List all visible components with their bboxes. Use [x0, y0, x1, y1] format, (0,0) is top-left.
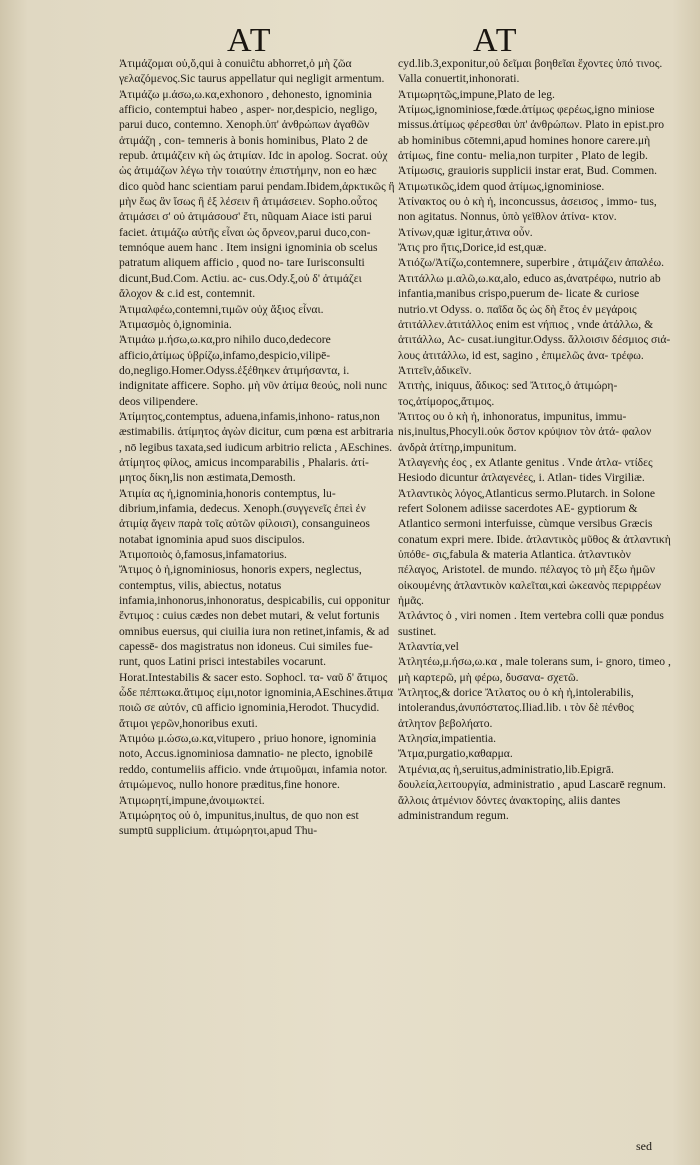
dictionary-entry: Ἀτιτὴς, iniquus, ἄδικος: sed Ἄτιτος,ὁ ἀτιμώρη- τος,ἀτίμορος,ἄτιμος.: [398, 379, 618, 408]
dictionary-entry: Ἀτίνακτος ου ὁ κὴ ἡ, inconcussus, ἀσεισος , immo- tus, non agitatus. Nonnus, ὑπὸ γεῖθλον ἀτίνα- κτον.: [398, 195, 657, 224]
dictionary-entry: Ἄτις pro ἥτις,Dorice,id est,quæ.: [398, 241, 547, 255]
dictionary-entry: Ἀτλαγενὴς έος , ex Atlante genitus . Vnde ἀτλα- ντίδες Hesiodo dicuntur ἀτλαγενέες, i. Atlan- tides Virgiliæ.: [398, 455, 653, 485]
dictionary-entry: Ἀτλαντικὸς λόγος,Atlanticus sermo.Plutarch. in Solone refert Solonem adiisse sacerdotes AE- gyptiorum & Atlantico sermoni interfuisse, cùmque versibus Græcis conatum expri mere. Ibide. ἀτλαντικὸς μῦθος & ἀτλαντικὴ ὑπόθε- σις,fabula & materia Atlantica. ἀτλαντικὸν πέλαγος, Aristotel. de mundo. πέλαγος τὸ μὴ ἔξω ἡμῶν οἰκουμένης ἀτλαντικὸν καλεῖται,καὶ ὠκεανὸς περιρρέων ἡμᾶς.: [398, 486, 671, 608]
dictionary-entry: Ἀτμένια,ας ἡ,seruitus,administratio,lib.Epigrā. δουλεία,λειτουργία, administratio , apud Lascarē regnum. ἄλλοις ἀτμένιον δόντες ἀνακτορίης, aliis dantes administrandum regum.: [398, 762, 666, 822]
dictionary-entry: Ἄτμα,purgatio,καθαρμα.: [398, 747, 513, 761]
dictionary-entry: Ἀτιμωρητῶς,impune,Plato de leg.: [398, 87, 555, 101]
dictionary-entry: Ἄτιμος ὁ ἡ,ignominiosus, honoris expers, neglectus, contemptus, vilis, abiectus, notatus infamia,inhonorus,inhonoratus, despicabilis, cui opponitur ἔντιμος : cuius cædes non debet mutari, & velut fortunis omnibus euersus, qui ciuilia iura non retinet,infamis, & ad capessē- dos magistratus non idoneus. Cui similes fue- runt, quos Latini prisci intestabiles vocarunt. Horat.Intestabilis & sacer esto. Sophocl. τα- ναῦ δ' ἄτιμος ὧδε πέπτωκα.ἄτιμος εἰμι,notor ignominia,AEschines.ἄτιμα ποιῶ σε αὐτόν, cū afficio ignominia,Herodot. Thucydid. ἄτιμοι γερῶν,honoribus exuti.: [119, 563, 393, 730]
dictionary-entry: Ἀτιμώρητος οὐ ὁ, impunitus,inultus, de quo non est sumptū supplicium. ἀτιμώρητοι,apud Thu-: [119, 808, 359, 838]
dictionary-entry: Ἀτλαντία,vel: [398, 640, 459, 654]
dictionary-entry: Ἀτιμάζομαι οὐ,ὅ,qui à conuiĉtu abhorret,ὁ μὴ ζῶα γελαζόμενος.Sic taurus appellatur qui negligit armentum.: [119, 57, 385, 86]
dictionary-entry: Ἀτιμασμὸς ὁ,ignominia.: [119, 317, 232, 331]
dictionary-entry: cyd.lib.3,exponitur,οὐ δεῖμαι βοηθεῖαι ἔχοντες ὑπό τινος. Valla conuertit,inhonorati.: [398, 57, 663, 86]
dictionary-entry: Ἀτλησία,impatientia.: [398, 732, 497, 746]
dictionary-entry: Ἀτίνων,quæ igitur,ἀτινα οὖν.: [398, 225, 533, 239]
dictionary-entry: Ἀτιμωρητί,impune,ἀνοιμωκτεί.: [119, 793, 265, 807]
dictionary-entry: Ἀτιμοποιὸς ὁ,famosus,infamatorius.: [119, 548, 287, 561]
dictionary-entry: Ἀτιμαλφέω,contemni,τιμῶν οὐχ ἄξιος εἶναι.: [119, 302, 324, 316]
dictionary-entry: Ἀτίμωσις, grauioris supplicii instar erat, Bud. Commen.: [398, 164, 658, 178]
dictionary-entry: Ἀτιμάζω μ.άσω,ω.κα,exhonoro , dehonesto, ignominia afficio, contemptui habeo , asper- nor,despicio, negligo, parui duco, contemno. Xenoph.ὑπ' ἀνθρώπων ἀγαθῶν ἀτιμάζη , con- temneris à bonis hominibus, Plato 2 de repub. ἀτιμάζειν κὴ ὡς ἀτιμίαν. Idc in apolog. Socrat. οὐχ ὡς ἀτιμάζων λέγω τὴν τοιαύτην ἐπιστήμην, non eo hæc dico quòd hanc scientiam parui pendam.Ibidem,ἀρκτικῶς ἢ μὴν ἕως ἂν ἴσως ἢ ἐξ λέσειν ἢ ἀτιμάσειεν. Sopho.οὗτος ἀτιμάσει σ' οὐ ἀτιμάσουσ' ἔτι, nũquam Aiace isti parui faciet. ἀτιμάζω αὐτῆς εἶναι ὡς ὄρνεον,parui duco,con- temnóque auem hanc . Item insigni ignominia ob scelus patratum aliquem afficio , quod no- tare Iurisconsulti dicunt,Bud.Com. Actiu. ac- cus.Ody.ξ,οὐ δ' ἀτιμάζει ἄλοχον & c.id est, contemnit.: [119, 87, 395, 301]
dictionary-entry: Ἀτιτάλλω μ.αλῶ,ω.κα,alo, educo as,ἀνατρέφω, nutrio ab infantia,manibus crispo,puerum de- licate & curiose nutrio.vt Odyss. ο. παῖδα ὅς ὡς δὴ ἔτος ἐν μεγάροις ἀτιτάλλεν.ἀτιτάλλος enim est νήπιος , vnde ἀτάλλω, & ἀτιτάλλω, Ac- cusat.iungitur.Odyss. ἄλλοισιν δέσμιος σιά- λους ἀτιτάλλω, id est, sagino , ἐπιμελῶς ἀνα- τρέφω.: [398, 271, 671, 362]
dictionary-entry: Ἀτιμωτικῶς,idem quod ἀτίμως,ignominiose.: [398, 179, 605, 193]
running-head-left: AT: [227, 22, 273, 59]
dictionary-entry: Ἀτιμία ας ἡ,ignominia,honoris contemptus, lu- dibrium,infamia, dedecus. Xenoph.(συγγενεῖς ἐπεὶ ἐν ἀτιμίᾳ ἄγειν παρὰ τοῖς αὐτῶν φίλοισι), consanguineos notabat ignominia apud suos discipulos.: [119, 486, 370, 546]
dictionary-entry: Ἀτιμάω μ.ήσω,ω.κα,pro nihilo duco,dedecore afficio,ἀτίμως ὑβρίζω,infamo,despicio,vilipē- do,negligo.Homer.Odyss.ἐξέθηκεν ἀτιμήσαντα, i. indignitate afficere. Sopho. μὴ νῦν ἀτίμα θεούς, noli nunc deos vilipendere.: [119, 333, 388, 408]
dictionary-entry: Ἀτιτεῖν,ἀδικεῖν.: [398, 363, 472, 377]
dictionary-entry: Ἀτλάντος ὁ , viri nomen . Item vertebra colli quæ pondus sustinet.: [398, 609, 664, 638]
right-column: [398, 56, 674, 823]
catchword: sed: [636, 1139, 652, 1153]
left-column: [119, 56, 395, 839]
dictionary-entry: Ἄτιτος ου ὁ κὴ ἡ, inhonoratus, impunitus, immu- nis,inultus,Phocyli.οὐκ ὄστον κρύψιον τὸν ἀτά- φαλον ἀνδρὰ ἀτίτηρ,impunitum.: [398, 409, 652, 454]
dictionary-entry: Ἀτιμόω μ.ώσω,ω.κα,vitupero , priuo honore, ignominia noto, Accus.ignominiosa damnatio- ne plecto, ignobilē reddo, contumeliis afficio. vnde ἀτιμοῦμαι, infamia notor. ἀτιμώμενος, nullo honore præditus,fine honore.: [119, 732, 388, 792]
dictionary-entry: Ἀτίμως,ignominiose,fœde.ἀτίμως φερέως,igno miniose missus.ἀτίμως φέρεσθαι ὑπ' ἀνθρώπων. Plato in epist.pro ab hominibus cōtemni,apud homines honore carere.μὴ ἀτίμως, fine contu- melia,non turpiter , Plato de legib.: [398, 103, 665, 163]
dictionary-entry: Ἀτιόζω/Ἀτίζω,contemnere, superbire , ἀτιμάζειν ἀπαλέω.: [398, 256, 665, 270]
running-head-right: AT: [473, 22, 519, 59]
dictionary-entry: Ἀτλητέω,μ.ήσω,ω.κα , male tolerans sum, i- gnoro, timeo , μὴ καρτερῶ, μὴ φέρω, δυσανα- σχετῶ.: [398, 655, 671, 684]
dictionary-entry: Ἄτλητος,& dorice Ἄτλατος ου ὁ κὴ ἡ,intolerabilis, intolerandus,ἀνυπόστατος.Iliad.lib. ι τὸν δὲ πένθος ἀτλητον βεβολήατο.: [398, 686, 634, 730]
dictionary-entry: Ἀτίμητος,contemptus, aduena,infamis,inhono- ratus,non æstimabilis. ἀτίμητος ἀγὼν dicitur, cum pœna est arbitraria , nō legibus taxata,sed iudicum arbitrio relicta , AEschines. ἀτίμητος φίλος, amicus incomparabilis , Phalaris. ἀτί- μητος δίκη,lis non æstimata,Demosth.: [119, 409, 394, 485]
